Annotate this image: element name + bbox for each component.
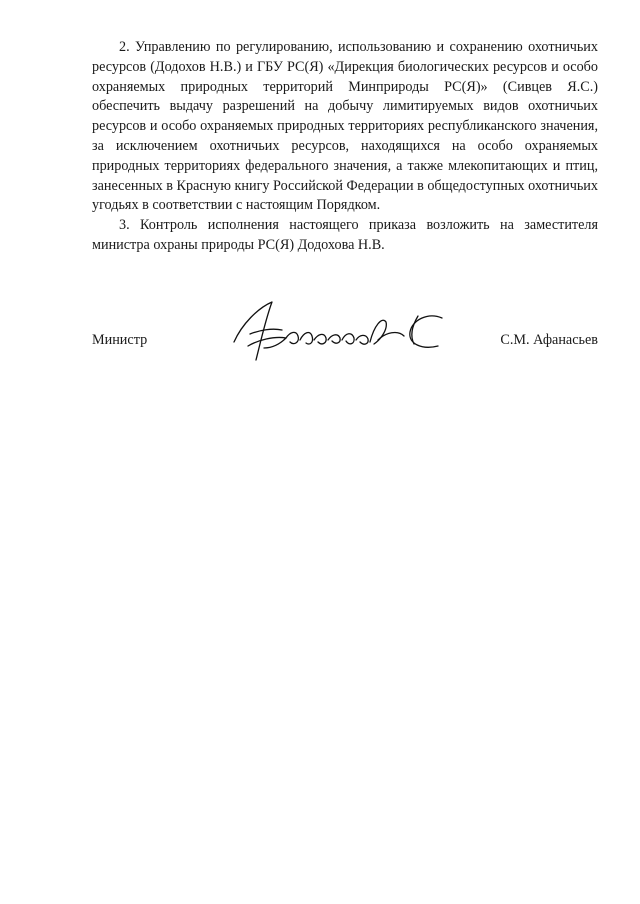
signer-name: С.М. Афанасьев xyxy=(500,332,598,348)
document-body xyxy=(92,38,598,256)
paragraph-number: 3. xyxy=(119,217,130,234)
position-title: Министр xyxy=(92,332,148,348)
paragraph-text: Контроль исполнения настоящего приказа возложить на заместителя министра охраны природы РС(Я) Додохова Н.В. xyxy=(92,217,599,253)
handwritten-signature xyxy=(228,296,458,376)
paragraph-2 xyxy=(92,38,598,216)
paragraph-3 xyxy=(92,216,598,256)
signature-block xyxy=(92,296,598,376)
paragraph-text: Управлению по регулированию, использованию и сохранению охотничьих ресурсов (Додохов Н.В.) и ГБУ РС(Я) «Дирекция биологических ресурсов и особо охраняемых природных территорий Минприроды РС(Я)» (Сивцев Я.С.) обеспечить выдачу разрешений на добычу лимитируемых видов охотничьих ресурсов и особо охраняемых природных территориях республиканского значения, за исключением охотничьих ресурсов, находящихся на особо охраняемых природных территориях федерального значения, а также млекопитающих и птиц, занесенных в Красную книгу Российской Федерации в общедоступных охотничьих угодьях в соответствии с настоящим Порядком. xyxy=(92,39,598,214)
paragraph-number: 2. xyxy=(119,39,130,55)
